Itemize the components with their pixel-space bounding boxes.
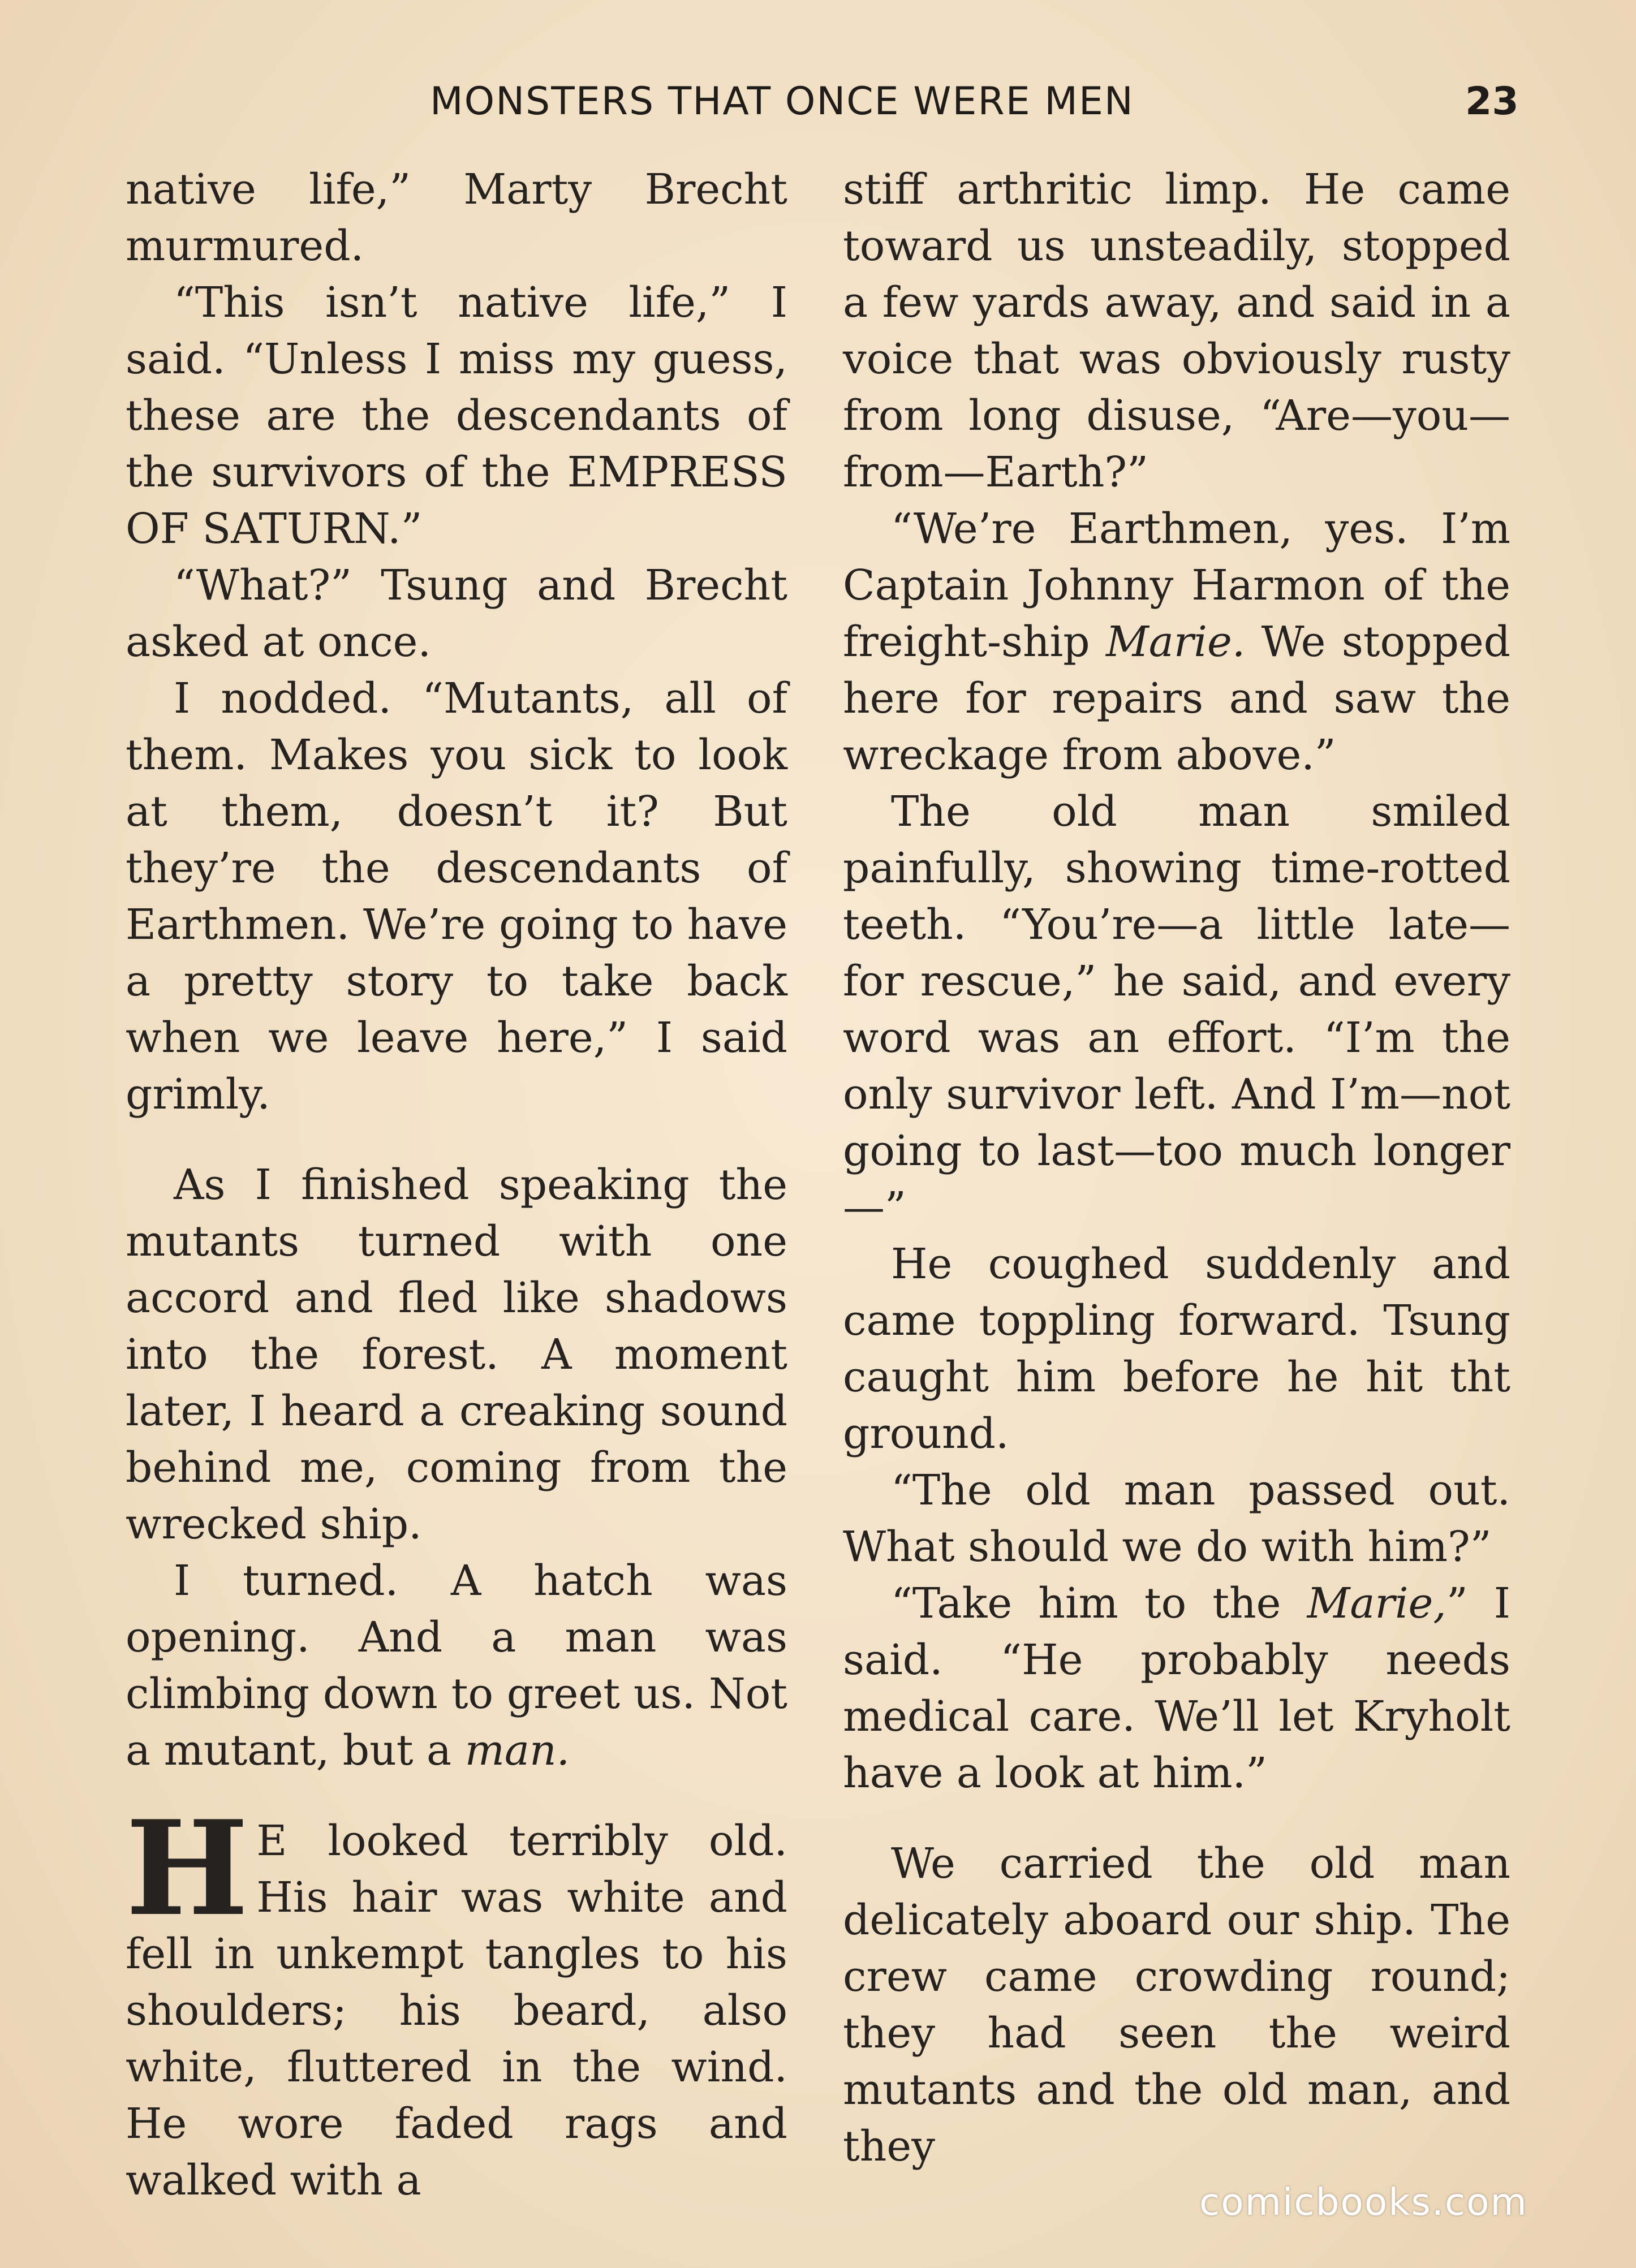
paragraph-text: ” I said. “He probably needs medical care. We’ll let Kryholt have a look at him.” bbox=[843, 1579, 1510, 1797]
paragraph bbox=[126, 1553, 787, 1779]
emphasis-text: Marie, bbox=[1307, 1579, 1446, 1628]
watermark: comicbooks.com bbox=[1199, 2180, 1528, 2224]
paragraph: We carried the old man delicately aboard our ship. The crew came crowding round; they had seen the weird mutants and the old man, and they bbox=[843, 1839, 1510, 2171]
paragraph: I nodded. “Mutants, all of them. Makes you sick to look at them, doesn’t it? But they’re the descendants of Earthmen. We’re going to have a pretty story to take back when we leave here,” I said grimly. bbox=[126, 674, 787, 1119]
right-column bbox=[843, 161, 1510, 2175]
paragraph: The old man smiled painfully, showing time-rotted teeth. “You’re—a little late—for rescue,” he said, and every word was an effort. “I’m the only survivor left. And I’m—not going to last—too much longer—” bbox=[843, 787, 1510, 1232]
paragraph-text: E looked terribly old. His hair was white and fell in unkempt tangles to his shoulders; his beard, also white, fluttered in the wind. He wore faded rags and walked with a bbox=[126, 1817, 787, 2205]
paragraph-with-dropcap bbox=[126, 1792, 787, 2209]
left-column bbox=[126, 161, 787, 2209]
page-header bbox=[0, 79, 1636, 147]
paragraph: “The old man passed out. What should we do with him?” bbox=[843, 1466, 1510, 1571]
page-number: 23 bbox=[1465, 79, 1519, 124]
paragraph-text: I turned. A hatch was opening. And a man was climbing down to greet us. Not a mutant, but a bbox=[126, 1556, 787, 1775]
paragraph-text: We stopped here for repairs and saw the wreckage from above.” bbox=[843, 618, 1510, 779]
paragraph: “What?” Tsung and Brecht asked at once. bbox=[126, 561, 787, 666]
paragraph: He coughed suddenly and came toppling forward. Tsung caught him before he hit tht ground. bbox=[843, 1240, 1510, 1458]
paragraph bbox=[843, 501, 1510, 783]
running-title: MONSTERS THAT ONCE WERE MEN bbox=[430, 79, 1134, 124]
emphasis-text: man. bbox=[464, 1726, 570, 1775]
paragraph: “This isn’t native life,” I said. “Unless I miss my guess, these are the descendants of the survivors of the EMPRESS OF SATURN.” bbox=[126, 278, 787, 553]
drop-cap: H bbox=[126, 1792, 249, 1945]
paragraph: native life,” Marty Brecht murmured. bbox=[126, 165, 787, 270]
paragraph-text: “Take him to the bbox=[891, 1579, 1307, 1628]
paragraph bbox=[843, 1575, 1510, 1801]
paragraph: As I finished speaking the mutants turned with one accord and fled like shadows into the forest. A moment later, I heard a creaking sound behind me, coming from the wrecked ship. bbox=[126, 1161, 787, 1549]
paragraph-text: “We’re Earthmen, yes. I’m Captain Johnny Harmon of the freight-ship bbox=[843, 505, 1510, 666]
paragraph: stiff arthritic limp. He came toward us unsteadily, stopped a few yards away, and said in a voice that was obviously rusty from long disuse, “Are—you—from—Earth?” bbox=[843, 165, 1510, 497]
emphasis-text: Marie. bbox=[1106, 618, 1246, 666]
